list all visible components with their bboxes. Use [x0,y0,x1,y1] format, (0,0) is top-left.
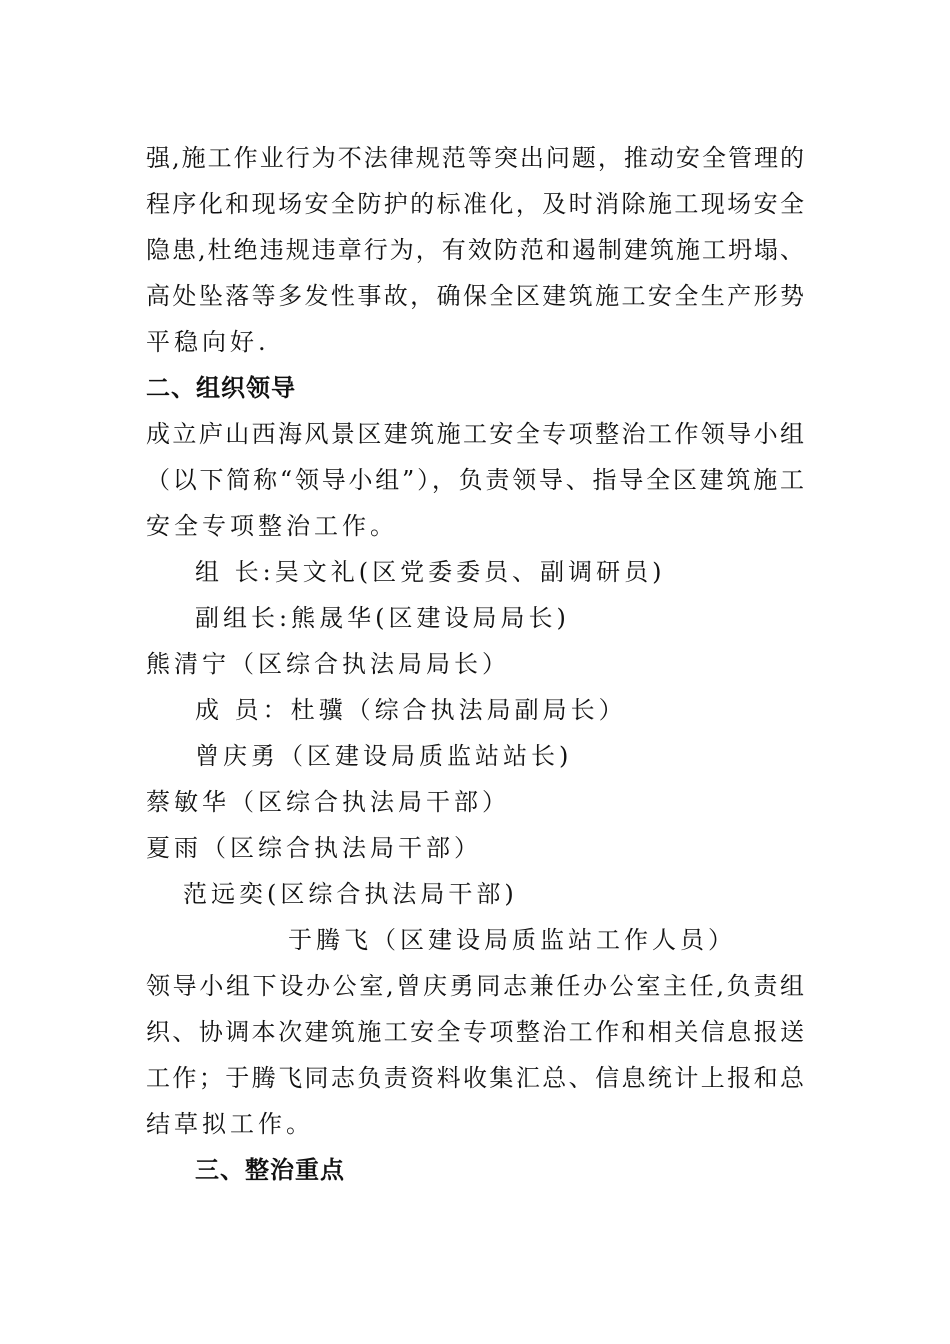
office-line-4: 结草拟工作。 [146,1110,314,1138]
member-2: 曾庆勇（区建设局质监站站长) [195,742,573,770]
member-6: 于腾飞（区建设局质监站工作人员） [288,926,736,954]
member-5: 范远奕(区综合执法局干部) [183,880,518,908]
section-2-line-1: 成立庐山西海风景区建筑施工安全专项整治工作领导小组 [146,420,804,448]
member-1: 成 员：杜骥（综合执法局副局长） [195,696,627,724]
member-4: 夏雨（区综合执法局干部） [146,834,482,862]
member-leader: 组 长:吴文礼(区党委委员、副调研员) [195,558,666,586]
office-line-1: 领导小组下设办公室,曾庆勇同志兼任办公室主任,负责组 [146,972,804,1000]
section-2-heading: 二、组织领导 [146,374,296,402]
section-2-line-2: （以下简称“领导小组”），负责领导、指导全区建筑施工 [146,466,804,494]
intro-line-1: 强,施工作业行为不法律规范等突出问题，推动安全管理的 [146,144,804,172]
member-vice-leader: 副组长:熊晟华(区建设局局长) [195,604,570,632]
member-vice-leader-2: 熊清宁（区综合执法局局长） [146,650,510,678]
intro-line-4: 高处坠落等多发性事故，确保全区建筑施工安全生产形势 [146,282,804,310]
intro-line-3: 隐患,杜绝违规违章行为，有效防范和遏制建筑施工坍塌、 [146,236,804,264]
section-2-line-3: 安全专项整治工作。 [146,512,398,540]
intro-line-5: 平稳向好. [146,328,270,356]
office-line-3: 工作；于腾飞同志负责资料收集汇总、信息统计上报和总 [146,1064,804,1092]
section-3-heading: 三、整治重点 [195,1156,345,1184]
office-line-2: 织、协调本次建筑施工安全专项整治工作和相关信息报送 [146,1018,804,1046]
intro-line-2: 程序化和现场安全防护的标准化，及时消除施工现场安全 [146,190,804,218]
member-3: 蔡敏华（区综合执法局干部） [146,788,510,816]
